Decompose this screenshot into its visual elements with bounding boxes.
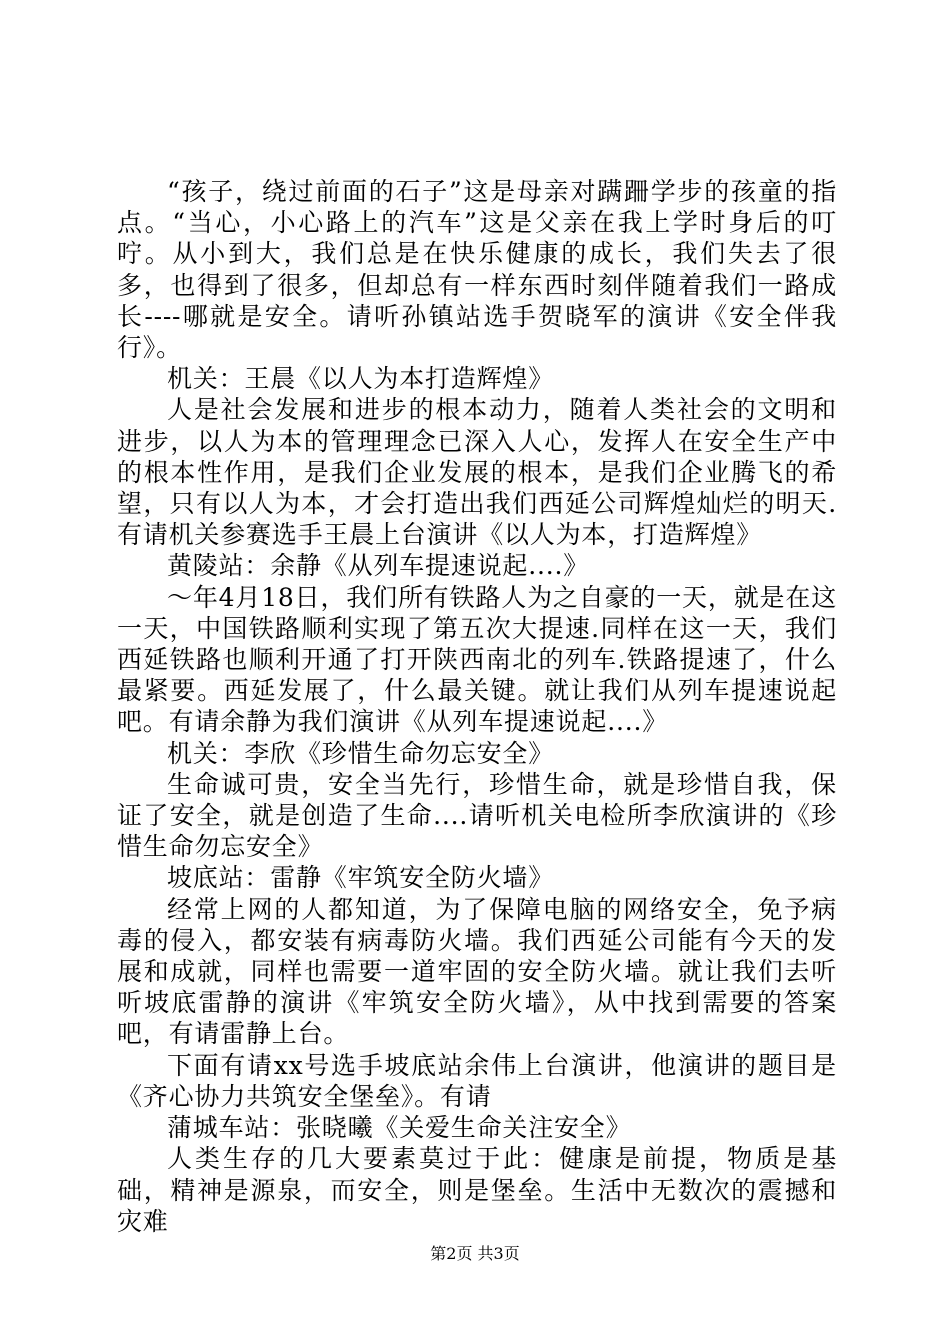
paragraph-wangchen: 人是社会发展和进步的根本动力，随着人类社会的文明和进步，以人为本的管理理念已深入人心，发挥人在安全生产中的根本性作用，是我们企业发展的根本，是我们企业腾飞的希望，只有以人为本，才会打造出我们西延公司辉煌灿烂的明天.有请机关参赛选手王晨上台演讲《以人为本，打造辉煌》: [117, 395, 837, 550]
paragraph-yuwei: 下面有请xx号选手坡底站余伟上台演讲，他演讲的题目是《齐心协力共筑安全堡垒》。有请: [117, 1050, 837, 1111]
speaker-heading-leijing: 坡底站：雷静《牢筑安全防火墙》: [167, 863, 555, 893]
speaker-heading-lixin: 机关：李欣《珍惜生命勿忘安全》: [167, 738, 555, 768]
speaker-heading-zhangxiaoxi: 蒲城车站：张晓曦《关爱生命关注安全》: [167, 1113, 632, 1143]
document-body: [117, 176, 837, 1237]
speaker-heading-yujing: 黄陵站：余静《从列车提速说起....》: [167, 551, 589, 581]
paragraph-zhangxiaoxi: 人类生存的几大要素莫过于此：健康是前提，物质是基础，精神是源泉，而安全，则是堡垒。生活中无数次的震撼和灾难: [117, 1144, 837, 1236]
page-number-footer: 第2页 共3页: [430, 1244, 520, 1263]
paragraph-leijing: 经常上网的人都知道，为了保障电脑的网络安全，免予病毒的侵入，都安装有病毒防火墙。我们西延公司能有今天的发展和成就，同样也需要一道牢固的安全防火墙。就让我们去听听坡底雷静的演讲《牢筑安全防火墙》，从中找到需要的答案吧，有请雷静上台。: [117, 894, 837, 1049]
paragraph-lixin: 生命诚可贵，安全当先行，珍惜生命，就是珍惜自我，保证了安全，就是创造了生命....请听机关电检所李欣演讲的《珍惜生命勿忘安全》: [117, 769, 837, 862]
speaker-heading-wangchen: 机关：王晨《以人为本打造辉煌》: [167, 364, 555, 394]
paragraph-intro: “孩子，绕过前面的石子”这是母亲对蹒跚学步的孩童的指点。“当心，小心路上的汽车”这是父亲在我上学时身后的叮咛。从小到大，我们总是在快乐健康的成长，我们失去了很多，也得到了很多，但却总有一样东西时刻伴随着我们一路成长----哪就是安全。请听孙镇站选手贺晓军的演讲《安全伴我行》。: [117, 177, 837, 363]
paragraph-yujing: ～年4月18日，我们所有铁路人为之自豪的一天，就是在这一天，中国铁路顺利实现了第五次大提速.同样在这一天，我们西延铁路也顺利开通了打开陕西南北的列车.铁路提速了，什么最紧要。西延发展了，什么最关键。就让我们从列车提速说起吧。有请余静为我们演讲《从列车提速说起....》: [117, 582, 837, 737]
